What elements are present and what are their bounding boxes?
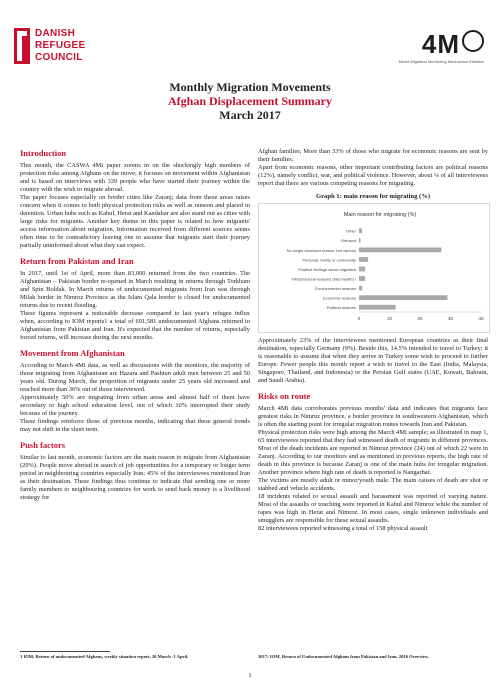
heading-introduction: Introduction — [20, 148, 67, 158]
heading-return: Return from Pakistan and Iran — [20, 256, 134, 266]
4mi-logo — [394, 30, 484, 70]
push-paragraph-1: Similar to last month, economic factors are the main reason to migrate from Afghanistan (29%). People move abroad in search of job opportunities for a temporary or longer term period in neighbouring countries especially Iran; 45% of the interviewees mentioned Iran as their destination. These findings thus continue to indicate that sending one or more family members to neighbouring countries for work to send back money is a livelihood strategy for — [20, 454, 250, 501]
title-block — [0, 80, 500, 122]
drc-line-1: DANISH — [35, 28, 76, 39]
footnote-right: 2017; IOM, Return of Undocumented Afghans from Pakistan and Iran, 2016 Overview. — [258, 654, 429, 659]
heading-movement: Movement from Afghanistan — [20, 348, 125, 358]
chart-bar — [359, 267, 365, 272]
graph-1 — [258, 192, 488, 333]
movement-paragraph-3: These findings reinforce those of previous months, indicating that these general trends may not shift in the short term. — [20, 418, 250, 433]
left-column — [20, 148, 250, 502]
destination-paragraph: Approximately 23% of the interviewees mentioned European countries as their final destination, especially Germany (9%). Beside this, 14.5% intended to travel to Turkey; it is reasonable to assume that when they arrive in Turkey some wish to proceed to further Europe. Fewer people this month report a wish to travel to the East (India, Malaysia, Singapore, Thailand, and Indonesia) or the Persian Gulf states (UAE, Kuwait, Bahrain, and Saudi Arabia). — [258, 337, 488, 384]
chart-category-label: Other — [345, 228, 356, 234]
movement-paragraph-2: Approximately 50% are migrating from urban areas and almost half of them have secondary or high school education level, out of which 10% interrupted their study because of the journey. — [20, 394, 250, 417]
chart-bar — [359, 238, 361, 243]
bar-chart — [259, 204, 489, 332]
chart-category-label: Refused — [341, 238, 356, 244]
chart-x-tick-label: 10 — [386, 316, 393, 321]
footnote-rule — [20, 651, 110, 652]
chart-bar — [359, 248, 441, 253]
chart-x-tick-label: 0 — [357, 316, 361, 321]
chart-category-label: No single dominant reason, but various — [286, 247, 356, 253]
movement-paragraph-1: According to March 4Mi data, as well as discussions with the monitors, the majority of those migrating from Afghanistan are Hazara and Pashtun adult men between 25 and 50 years old. During March, the proportion of migrants under 25 years old increased and reached more than 36% out of those interviewed. — [20, 362, 250, 393]
chart-category-label: Infrastructural reasons (bad health) / — [291, 276, 356, 282]
right-column — [258, 148, 488, 533]
page-date: March 2017 — [219, 108, 281, 122]
chart-x-tick-label: 20 — [417, 316, 423, 321]
push-paragraph-3: Apart from economic reasons, other important contributing factors are political reasons (12%), namely conflict, war, and political violence. However, about ¼ of all interviewees report that there are various competing reasons for migrating. — [258, 164, 488, 187]
risks-paragraph-5: 82 interviewees reported witnessing a total of 158 physical assault — [258, 525, 428, 532]
chart-bar — [359, 276, 365, 281]
chart-bar — [359, 257, 368, 262]
page-title: Monthly Migration Movements — [169, 80, 331, 94]
chart-x-tick-label: 40 — [478, 316, 484, 321]
page-number: 1 — [248, 672, 252, 679]
footnote-left: 1 IOM, Return of undocumented Afghans, weekly situation report, 26 March -1 April. — [20, 654, 189, 659]
chart-category-label: Positive feelings about migration — [298, 266, 356, 272]
chart-category-label: Personal, family or community — [302, 257, 356, 263]
chart-bar — [359, 228, 362, 233]
chart-category-label: Economic reasons — [323, 295, 356, 301]
heading-risks: Risks on route — [258, 391, 311, 401]
risks-paragraph-2: Physical protection risks were high among the March 4Mi sample; as illustrated in map 1, 65 interviewees reported that they had witnessed death of migrants in different provinces. Most of the death incidents are reported in Nimruz province (24) out of which 22 were in Zaranj. According to our monitors and as mentioned in previous reports, the high rate of death in this province is because Zaranj is one of the main hubs for irregular migration. Another province where high rate of death is reported is Nangarhar. — [258, 429, 488, 476]
push-paragraph-2: Afghan families; More than 33% of those who migrate for economic reasons are sent by their families. — [258, 148, 488, 163]
return-paragraph-2: These figures represent a noticeable decrease compared to last year's refugee influx when, according to IOM reports1 a total of 691,581 undocumented Afghans returned to Afghanistan from Pakistan and Iran. It's expected that the number of returns, especially forced returns, will increase during the next months. — [20, 310, 250, 341]
heading-push-factors: Push factors — [20, 440, 66, 450]
drc-line-3: COUNCIL — [35, 52, 83, 63]
risks-paragraph-3: The victims are mostly adult or minor/youth male. The main causes of death are shot or stabbed and vehicle accidents. — [258, 477, 488, 492]
chart-category-label: Political reasons — [326, 305, 356, 311]
chart-frame — [258, 203, 490, 333]
chart-bar — [359, 286, 362, 291]
chart-inner-title: Main reason for migrating (%) — [343, 212, 417, 218]
risks-paragraph-1: March 4Mi data corroborates previous months' data and indicates that migrants face greatest risks in Nimruz province, a border province in southwestern Afghanistan, which is often the starting point for irregular migration routes towards Iran and Pakistan. — [258, 405, 488, 428]
intro-paragraph-1: This month, the CASWA 4Mi paper zooms in on the shockingly high numbers of protection risks among Afghans on the move; it focuses on movement within Afghanistan and is based on interviews with 339 people who have started their journey within the country with the wish to migrate abroad. — [20, 162, 250, 193]
drc-line-2: REFUGEE — [35, 40, 86, 51]
drc-logo-text — [35, 28, 85, 64]
return-paragraph-1: In 2017, until 1st of April, more than 83,000 returned from the two countries. The Afghanistan – Pakistan border re-opened in March resulting in returns through Torkham and Spin Boldak. In March returns of undocumented migrants from Iran was through Milak border in Nimroz Province as the Islam Qala border is closed for undocumented returns due to recent flooding. — [20, 270, 250, 309]
chart-bar — [359, 295, 447, 300]
globe-icon — [462, 30, 484, 52]
chart-category-label: Environmental reasons — [315, 286, 356, 292]
drc-logo — [14, 28, 124, 64]
risks-paragraph-4: 18 incidents related to sexual assault and harassment was reported of varying nature. Most of the assaults or touching were reported in Kabul and Nimroz while the number of rapes was high in Herat and Nimroz. In most cases, single unknown individuals and smugglers are responsible for these sexual assaults. — [258, 493, 488, 524]
chart-x-tick-label: 30 — [447, 316, 454, 321]
chart-bar — [359, 305, 396, 310]
graph-1-title: Graph 1: main reason for migrating (%) — [315, 193, 431, 200]
4mi-logo-tagline: Mixed Migration Monitoring Mechanism Initiative — [398, 59, 484, 64]
4mi-logo-text: 4M — [421, 29, 460, 59]
page-subtitle: Afghan Displacement Summary — [168, 94, 332, 108]
intro-paragraph-2: The paper focuses especially on border cities like Zaranj; data from these areas raises concern when it comes to both physical protection risks as well as ransom and placed in detention. Urban hubs such as Kabul, Herat and Kandahar are also stand out as cities with large risks for migrants. Another key theme in this paper is related to how migrants' access information about migration. Information received from different sources seems often time to be contradictory leaving one to assume that migrants start their journey partially uninformed about what they can expect. — [20, 194, 250, 249]
drc-logo-mark-icon — [14, 28, 30, 64]
